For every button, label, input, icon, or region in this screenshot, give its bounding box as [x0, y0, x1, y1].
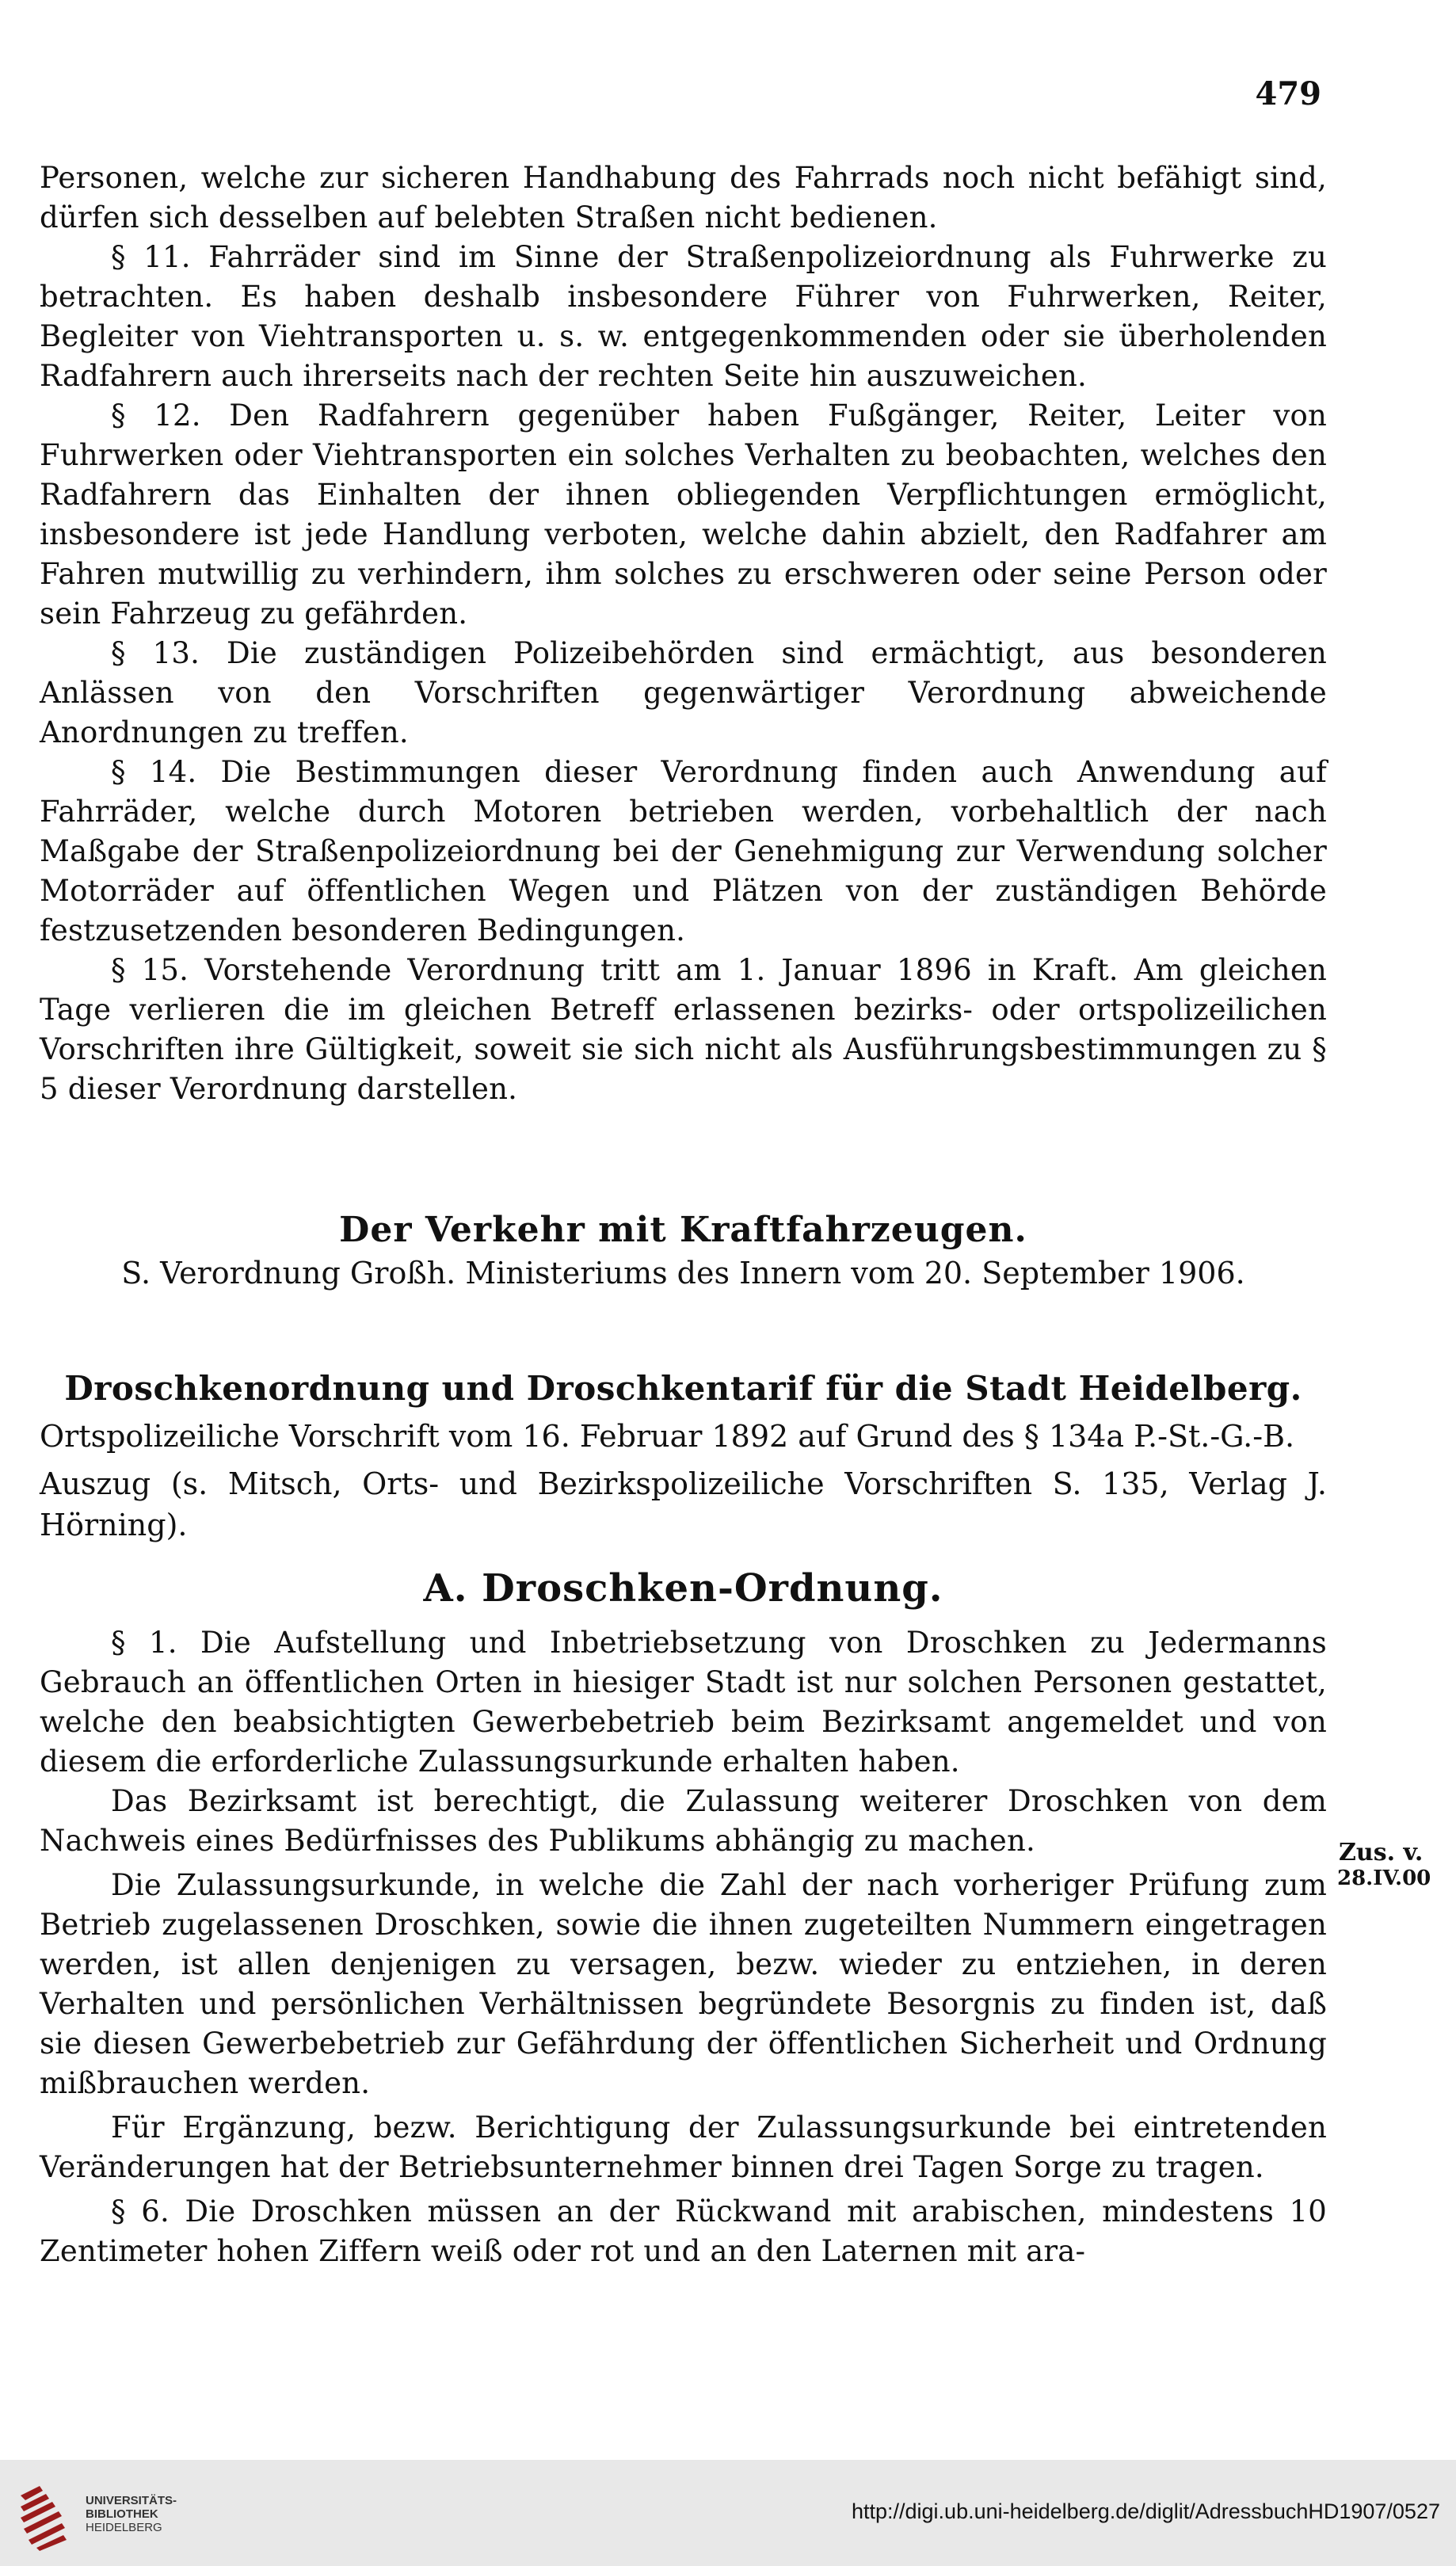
paragraph: Für Ergänzung, bezw. Berichtigung der Zulassungsurkunde bei eintretenden Veränderungen hat der Betriebsunternehmer binnen drei Tagen Sorge zu tragen. [40, 2110, 1327, 2184]
paragraph: Personen, welche zur sicheren Handhabung des Fahrrads noch nicht befähigt sind, dürfen sich desselben auf belebten Straßen nicht bedienen. [40, 161, 1327, 234]
page-number: 479 [1255, 75, 1321, 112]
margin-note-line: Zus. v. [1339, 1839, 1424, 1866]
section-motor-vehicles [40, 1208, 1327, 1294]
section-title: Droschkenordnung und Droschkentarif für die Stadt Heidelberg. [64, 1369, 1302, 1408]
library-logo-icon [16, 2480, 79, 2551]
section-droschkenordnung [40, 1367, 1327, 2271]
margin-note-date: 28.IV.00 [1337, 1866, 1431, 1890]
library-name [86, 2494, 177, 2534]
paragraph-14: § 14. Die Bestimmungen dieser Verordnung finden auch Anwendung auf Fahrräder, welche durch Motoren betrieben werden, vorbehaltlich der nach Maßgabe der Straßenpolizeiordnung bei der Genehmigung zur Verwendung solcher Motorräder auf öffentlichen Wegen und Plätzen von der zuständigen Behörde festzusetzenden besonderen Bedingungen. [40, 755, 1327, 947]
margin-note [1339, 1840, 1431, 1890]
paragraph: Die Zulassungsurkunde, in welche die Zahl der nach vorheriger Prüfung zum Betrieb zugelassenen Droschken, sowie die ihnen zugeteilten Nummern eingetragen werden, ist allen denjenigen zu versagen, bezw. wieder zu entziehen, in deren Verhalten und persönlichen Verhältnissen begründete Besorgnis zu finden ist, daß sie diesen Gewerbebetrieb zur Gefährdung der öffentlichen Sicherheit und Ordnung mißbrauchen werden. [40, 1868, 1327, 2100]
library-name-line: UNIVERSITÄTS- [86, 2494, 177, 2507]
section-bicycle-ordinance [40, 158, 1327, 1109]
paragraph: Das Bezirksamt ist berechtigt, die Zulassung weiterer Droschken von dem Nachweis eines Bedürfnisses des Publikums abhängig zu machen. [40, 1784, 1327, 1858]
section-title: Der Verkehr mit Kraftfahrzeugen. [339, 1210, 1027, 1250]
paragraph-13: § 13. Die zuständigen Polizeibehörden sind ermächtigt, aus besonderen Anlässen von den Vorschriften gegenwärtiger Verordnung abweichende Anordnungen zu treffen. [40, 636, 1327, 749]
section-excerpt-note: Auszug (s. Mitsch, Orts- und Bezirkspolizeiliche Vorschriften S. 135, Verlag J. Hörning). [40, 1466, 1327, 1542]
subsection-heading: A. Droschken-Ordnung. [423, 1566, 943, 1611]
library-name-line: HEIDELBERG [86, 2521, 162, 2534]
paragraph-15: § 15. Vorstehende Verordnung tritt am 1. Januar 1896 in Kraft. Am gleichen Tage verlieren die im gleichen Betreff erlassenen bezirks- oder ortspolizeilichen Vorschriften ihre Gültigkeit, soweit sie sich nicht als Ausführungsbestimmungen zu § 5 dieser Verordnung darstellen. [40, 953, 1327, 1106]
library-name-line: BIBLIOTHEK [86, 2507, 158, 2521]
paragraph-6: § 6. Die Droschken müssen an der Rückwand mit arabischen, mindestens 10 Zentimeter hohen Ziffern weiß oder rot und an den Laternen mit ara- [40, 2194, 1327, 2268]
footer-bar [0, 2460, 1456, 2566]
paragraph-12: § 12. Den Radfahrern gegenüber haben Fußgänger, Reiter, Leiter von Fuhrwerken oder Viehtransporten ein solches Verhalten zu beobachten, welches den Radfahrern das Einhalten der ihnen obliegenden Verpflichtungen ermöglicht, insbesondere ist jede Handlung verboten, welche dahin abzielt, den Radfahrer am Fahren mutwillig zu verhindern, ihm solches zu erschweren oder seine Person oder sein Fahrzeug zu gefährden. [40, 398, 1327, 631]
paragraph-11: § 11. Fahrräder sind im Sinne der Straßenpolizeiordnung als Fuhrwerke zu betrachten. Es haben deshalb insbesondere Führer von Fuhrwerken, Reiter, Begleiter von Viehtransporten u. s. w. entgegenkommenden oder sie überholenden Radfahrern auch ihrerseits nach der rechten Seite hin auszuweichen. [40, 240, 1327, 393]
paragraph-1: § 1. Die Aufstellung und Inbetriebsetzung von Droschken zu Jedermanns Gebrauch an öffentlichen Orten in hiesiger Stadt ist nur solchen Personen gestattet, welche den beabsichtigten Gewerbebetrieb beim Bezirksamt angemeldet und von diesem die erforderliche Zulassungsurkunde erhalten haben. [40, 1626, 1327, 1779]
library-logo[interactable] [16, 2480, 190, 2551]
section-subtitle: S. Verordnung Großh. Ministeriums des Innern vom 20. September 1906. [121, 1256, 1245, 1291]
source-url-link[interactable]: http://digi.ub.uni-heidelberg.de/diglit/AdressbuchHD1907/0527 [851, 2499, 1440, 2523]
section-reference: Ortspolizeiliche Vorschrift vom 16. Februar 1892 auf Grund des § 134a P.-St.-G.-B. [40, 1419, 1295, 1454]
